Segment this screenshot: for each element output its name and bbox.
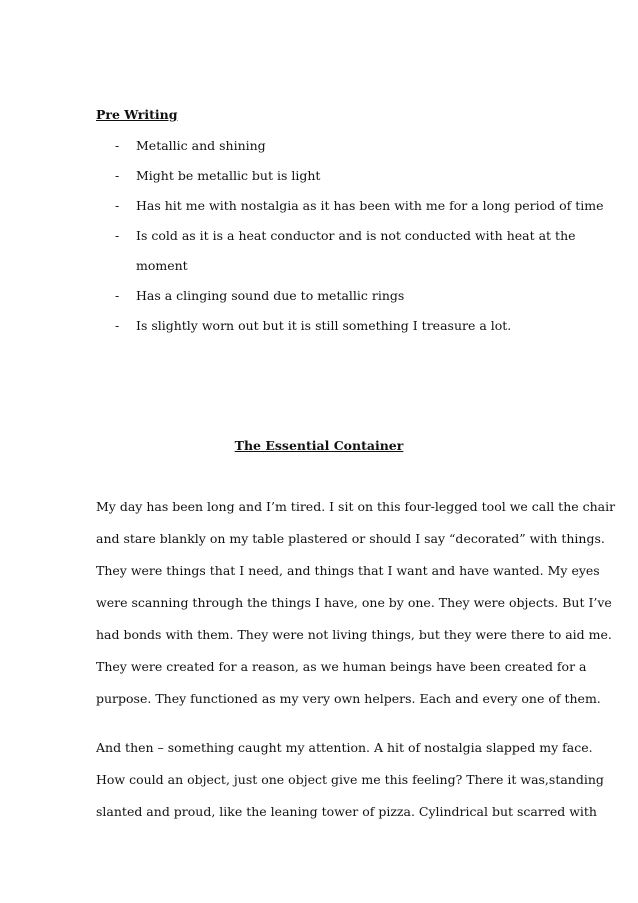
bullet-text: Is slightly worn out but it is still something I treasure a lot. (136, 318, 512, 333)
paragraph-line: had bonds with them. They were not living things, but they were there to aid me. (96, 627, 612, 642)
bullet-text: Has a clinging sound due to metallic rings (136, 288, 405, 303)
paragraph-line: They were things that I need, and things that I want and have wanted. My eyes (96, 563, 600, 578)
bullet-dash: - (115, 168, 120, 183)
paragraph-line: were scanning through the things I have, one by one. They were objects. But I’ve (96, 595, 612, 610)
bullet-dash: - (115, 288, 120, 303)
bullet-dash: - (115, 228, 120, 243)
bullet-text: Has hit me with nostalgia as it has been with me for a long period of time (136, 198, 604, 213)
paragraph-line: My day has been long and I’m tired. I sit on this four-legged tool we call the chair (96, 499, 616, 514)
bullet-dash: - (115, 198, 120, 213)
paragraph-line: slanted and proud, like the leaning tower of pizza. Cylindrical but scarred with (96, 804, 597, 819)
essay-title: The Essential Container (234, 438, 404, 453)
essay-paragraph-1 (96, 497, 615, 721)
prewriting-heading: Pre Writing (96, 107, 178, 122)
bullet-dash: - (115, 318, 120, 333)
bullet-text: Might be metallic but is light (136, 168, 321, 183)
bullet-dash: - (115, 138, 120, 153)
paragraph-line: And then – something caught my attention. A hit of nostalgia slapped my face. (96, 740, 593, 755)
paragraph-line: How could an object, just one object give me this feeling? There it was,standing (96, 772, 604, 787)
bullet-text: Is cold as it is a heat conductor and is not conducted with heat at the (136, 228, 576, 243)
paragraph-line: They were created for a reason, as we human beings have been created for a (96, 659, 587, 674)
paragraph-line: purpose. They functioned as my very own helpers. Each and every one of them. (96, 691, 601, 706)
paragraph-line: and stare blankly on my table plastered or should I say “decorated” with things. (96, 531, 605, 546)
bullet-text: moment (136, 258, 188, 273)
essay-paragraph-2 (96, 738, 604, 834)
bullet-text: Metallic and shining (136, 138, 266, 153)
